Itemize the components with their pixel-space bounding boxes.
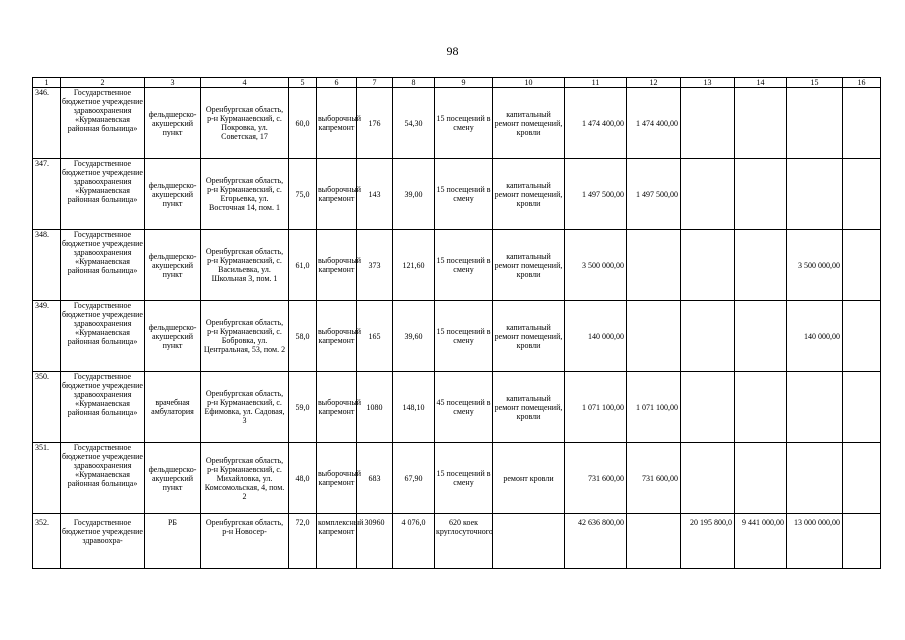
column-8-value: 39,00 xyxy=(393,159,435,230)
column-12-amount: 1 497 500,00 xyxy=(627,159,681,230)
column-15-amount: 140 000,00 xyxy=(787,301,843,372)
row-number: 348. xyxy=(33,230,61,301)
column-7-value: 176 xyxy=(357,88,393,159)
table-row xyxy=(33,159,881,230)
row-number: 350. xyxy=(33,372,61,443)
work-description: капитальный ремонт помещений, кровли xyxy=(493,159,565,230)
column-number: 12 xyxy=(627,78,681,88)
column-7-value: 143 xyxy=(357,159,393,230)
column-number: 15 xyxy=(787,78,843,88)
column-number: 9 xyxy=(435,78,493,88)
column-number: 1 xyxy=(33,78,61,88)
area-value: 59,0 xyxy=(289,372,317,443)
column-11-amount: 731 600,00 xyxy=(565,443,627,514)
row-number: 346. xyxy=(33,88,61,159)
organization-name: Государственное бюджетное учреждение здравоохра- xyxy=(61,514,145,569)
column-11-amount: 3 500 000,00 xyxy=(565,230,627,301)
column-number: 13 xyxy=(681,78,735,88)
facility-address: Оренбургская область, р-н Курманаевский, с. Егорьевка, ул. Восточная 14, пом. 1 xyxy=(201,159,289,230)
column-11-amount: 42 636 800,00 xyxy=(565,514,627,569)
column-13-amount xyxy=(681,88,735,159)
column-15-amount xyxy=(787,372,843,443)
organization-name: Государственное бюджетное учреждение здравоохранения «Курманаевская районная больница» xyxy=(61,372,145,443)
column-13-amount xyxy=(681,443,735,514)
organization-name: Государственное бюджетное учреждение здравоохранения «Курманаевская районная больница» xyxy=(61,230,145,301)
capacity-value: 45 посещений в смену xyxy=(435,372,493,443)
facility-type: фельдшерско-акушерский пункт xyxy=(145,88,201,159)
column-12-amount: 1 071 100,00 xyxy=(627,372,681,443)
facility-type: фельдшерско-акушерский пункт xyxy=(145,159,201,230)
column-16-amount xyxy=(843,88,881,159)
work-type: выборочный капремонт xyxy=(317,159,357,230)
work-type: выборочный капремонт xyxy=(317,301,357,372)
column-number: 14 xyxy=(735,78,787,88)
column-12-amount xyxy=(627,230,681,301)
table-row xyxy=(33,514,881,569)
facility-address: Оренбургская область, р-н Новосер- xyxy=(201,514,289,569)
work-description: капитальный ремонт помещений, кровли xyxy=(493,88,565,159)
column-8-value: 148,10 xyxy=(393,372,435,443)
column-number: 7 xyxy=(357,78,393,88)
column-number: 6 xyxy=(317,78,357,88)
column-16-amount xyxy=(843,372,881,443)
capacity-value: 15 посещений в смену xyxy=(435,443,493,514)
column-7-value: 683 xyxy=(357,443,393,514)
row-number: 349. xyxy=(33,301,61,372)
column-11-amount: 1 497 500,00 xyxy=(565,159,627,230)
capacity-value: 15 посещений в смену xyxy=(435,88,493,159)
row-number: 351. xyxy=(33,443,61,514)
facility-type: врачебная амбулатория xyxy=(145,372,201,443)
organization-name: Государственное бюджетное учреждение здравоохранения «Курманаевская районная больница» xyxy=(61,443,145,514)
work-description: капитальный ремонт помещений, кровли xyxy=(493,230,565,301)
capacity-value: 620 коек круглосуточного xyxy=(435,514,493,569)
row-number: 347. xyxy=(33,159,61,230)
column-12-amount: 1 474 400,00 xyxy=(627,88,681,159)
work-description: капитальный ремонт помещений, кровли xyxy=(493,372,565,443)
capacity-value: 15 посещений в смену xyxy=(435,159,493,230)
facility-address: Оренбургская область, р-н Курманаевский, с. Михайловка, ул. Комсомольская, 4, пом. 2 xyxy=(201,443,289,514)
capacity-value: 15 посещений в смену xyxy=(435,301,493,372)
column-11-amount: 1 071 100,00 xyxy=(565,372,627,443)
column-7-value: 30960 xyxy=(357,514,393,569)
area-value: 60,0 xyxy=(289,88,317,159)
column-15-amount: 3 500 000,00 xyxy=(787,230,843,301)
area-value: 61,0 xyxy=(289,230,317,301)
column-number: 10 xyxy=(493,78,565,88)
column-13-amount xyxy=(681,159,735,230)
column-13-amount xyxy=(681,301,735,372)
column-15-amount: 13 000 000,00 xyxy=(787,514,843,569)
row-number: 352. xyxy=(33,514,61,569)
work-description: капитальный ремонт помещений, кровли xyxy=(493,301,565,372)
table-row xyxy=(33,230,881,301)
area-value: 58,0 xyxy=(289,301,317,372)
column-8-value: 39,60 xyxy=(393,301,435,372)
work-type: комплексный капремонт xyxy=(317,514,357,569)
table-row xyxy=(33,301,881,372)
page-number: 98 xyxy=(446,44,459,58)
work-description xyxy=(493,514,565,569)
area-value: 75,0 xyxy=(289,159,317,230)
column-number: 11 xyxy=(565,78,627,88)
column-16-amount xyxy=(843,159,881,230)
column-14-amount xyxy=(735,301,787,372)
facility-address: Оренбургская область, р-н Курманаевский, с. Ефимовка, ул. Садовая, 3 xyxy=(201,372,289,443)
facility-address: Оренбургская область, р-н Курманаевский, с. Покровка, ул. Советская, 17 xyxy=(201,88,289,159)
facility-type: фельдшерско-акушерский пункт xyxy=(145,443,201,514)
column-12-amount xyxy=(627,301,681,372)
column-13-amount xyxy=(681,372,735,443)
column-13-amount: 20 195 800,0 xyxy=(681,514,735,569)
organization-name: Государственное бюджетное учреждение здравоохранения «Курманаевская районная больница» xyxy=(61,159,145,230)
column-7-value: 373 xyxy=(357,230,393,301)
facility-type: РБ xyxy=(145,514,201,569)
column-number: 16 xyxy=(843,78,881,88)
column-14-amount: 9 441 000,00 xyxy=(735,514,787,569)
column-16-amount xyxy=(843,230,881,301)
column-16-amount xyxy=(843,443,881,514)
column-8-value: 4 076,0 xyxy=(393,514,435,569)
column-14-amount xyxy=(735,159,787,230)
work-type: выборочный капремонт xyxy=(317,372,357,443)
column-11-amount: 1 474 400,00 xyxy=(565,88,627,159)
capacity-value: 15 посещений в смену xyxy=(435,230,493,301)
object-table xyxy=(32,77,881,569)
facility-type: фельдшерско-акушерский пункт xyxy=(145,230,201,301)
column-15-amount xyxy=(787,443,843,514)
column-16-amount xyxy=(843,514,881,569)
column-13-amount xyxy=(681,230,735,301)
facility-address: Оренбургская область, р-н Курманаевский, с. Бобровка, ул. Центральная, 53, пом. 2 xyxy=(201,301,289,372)
facility-address: Оренбургская область, р-н Курманаевский, с. Васильевка, ул. Школьная 3, пом. 1 xyxy=(201,230,289,301)
work-type: выборочный капремонт xyxy=(317,443,357,514)
table-row xyxy=(33,372,881,443)
column-number-row xyxy=(33,78,881,88)
work-type: выборочный капремонт xyxy=(317,230,357,301)
column-number: 8 xyxy=(393,78,435,88)
column-number: 3 xyxy=(145,78,201,88)
facility-type: фельдшерско-акушерский пункт xyxy=(145,301,201,372)
column-7-value: 165 xyxy=(357,301,393,372)
area-value: 72,0 xyxy=(289,514,317,569)
table-row xyxy=(33,88,881,159)
column-8-value: 121,60 xyxy=(393,230,435,301)
column-12-amount xyxy=(627,514,681,569)
work-description: ремонт кровли xyxy=(493,443,565,514)
column-11-amount: 140 000,00 xyxy=(565,301,627,372)
work-type: выборочный капремонт xyxy=(317,88,357,159)
area-value: 48,0 xyxy=(289,443,317,514)
column-14-amount xyxy=(735,443,787,514)
column-12-amount: 731 600,00 xyxy=(627,443,681,514)
column-16-amount xyxy=(843,301,881,372)
column-8-value: 54,30 xyxy=(393,88,435,159)
column-15-amount xyxy=(787,159,843,230)
column-14-amount xyxy=(735,372,787,443)
organization-name: Государственное бюджетное учреждение здравоохранения «Курманаевская районная больница» xyxy=(61,301,145,372)
column-number: 5 xyxy=(289,78,317,88)
column-14-amount xyxy=(735,88,787,159)
table-row xyxy=(33,443,881,514)
column-8-value: 67,90 xyxy=(393,443,435,514)
column-14-amount xyxy=(735,230,787,301)
column-7-value: 1080 xyxy=(357,372,393,443)
organization-name: Государственное бюджетное учреждение здравоохранения «Курманаевская районная больница» xyxy=(61,88,145,159)
column-number: 2 xyxy=(61,78,145,88)
column-15-amount xyxy=(787,88,843,159)
column-number: 4 xyxy=(201,78,289,88)
